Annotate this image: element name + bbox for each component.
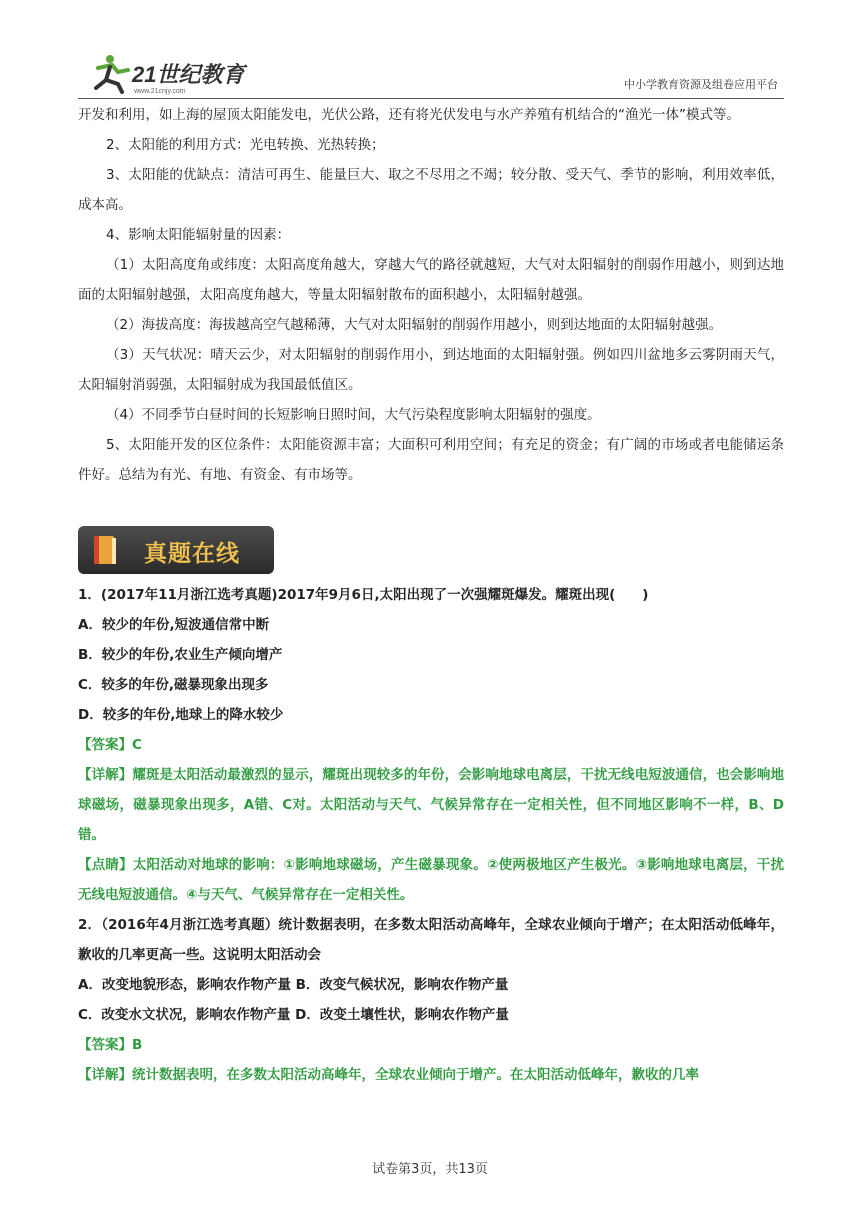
answer-tag: 【答案】 — [78, 737, 132, 753]
answer-tag: 【答案】 — [78, 1037, 132, 1053]
question-2-detail — [78, 1060, 784, 1090]
question-1-option-d: D．较多的年份,地球上的降水较少 — [78, 707, 284, 723]
detail-text: 耀斑是太阳活动最激烈的显示，耀斑出现较多的年份，会影响地球电离层，干扰无线电短波通信，也会影响地球磁场，磁暴现象出现多，A错、C对。太阳活动与天气、气候异常存在一定相关性，但不同地区影响不一样，B、D错。 — [78, 767, 785, 843]
question-2-stem: 2．（2016年4月浙江选考真题）统计数据表明，在多数太阳活动高峰年，全球农业倾向于增产；在太阳活动低峰年，歉收的几率更高一些。这说明太阳活动会 — [78, 917, 784, 963]
answer-value: C — [132, 737, 142, 753]
page-content — [78, 100, 784, 1090]
paragraph-4-2: （2）海拔高度：海拔越高空气越稀薄，大气对太阳辐射的削弱作用越小，则到达地面的太阳辐射越强。 — [106, 317, 723, 333]
logo-url: www.21cnjy.com — [134, 88, 186, 95]
paragraph-2: 2、太阳能的利用方式：光电转换、光热转换； — [106, 137, 385, 153]
paragraph-4: 4、影响太阳能辐射量的因素： — [106, 227, 291, 243]
question-1-option-c: C．较多的年份,磁暴现象出现多 — [78, 677, 269, 693]
question-2-options-row-2: C．改变水文状况，影响农作物产量 D．改变土壤性状，影响农作物产量 — [78, 1007, 509, 1023]
section-title: 真题在线 — [144, 541, 240, 567]
paragraph-4-4: （4）不同季节白昼时间的长短影响日照时间，大气污染程度影响太阳辐射的强度。 — [106, 407, 601, 423]
detail-tag: 【详解】 — [78, 767, 133, 783]
page-header — [78, 50, 784, 99]
platform-name: 中小学教育资源及组卷应用平台 — [624, 78, 778, 91]
detail-text: 统计数据表明，在多数太阳活动高峰年，全球农业倾向于增产。在太阳活动低峰年，歉收的几率 — [132, 1067, 699, 1083]
question-1-option-a: A．较少的年份,短波通信常中断 — [78, 617, 270, 633]
question-2-options-row-1: A．改变地貌形态，影响农作物产量 B．改变气候状况，影响农作物产量 — [78, 977, 509, 993]
section-banner — [78, 526, 274, 574]
question-1-detail — [78, 760, 784, 850]
question-2-answer — [78, 1030, 784, 1060]
question-1-option-b: B．较少的年份,农业生产倾向增产 — [78, 647, 283, 663]
paragraph-4-1: （1）太阳高度角或纬度：太阳高度角越大，穿越大气的路径就越短，大气对太阳辐射的削弱作用越小，则到达地面的太阳辐射越强，太阳高度角越大，等量太阳辐射散布的面积越小，太阳辐射越强。 — [78, 257, 784, 303]
point-tag: 【点睛】 — [78, 857, 133, 873]
book-icon — [92, 534, 118, 566]
paragraph-intro: 开发和利用，如上海的屋顶太阳能发电，光伏公路，还有将光伏发电与水产养殖有机结合的“渔光一体”模式等。 — [78, 107, 740, 123]
question-1-stem: 1．(2017年11月浙江选考真题)2017年9月6日,太阳出现了一次强耀斑爆发。耀斑出现( ) — [78, 587, 649, 603]
question-1-point — [78, 850, 784, 910]
paragraph-3: 3、太阳能的优缺点：清洁可再生、能量巨大、取之不尽用之不竭；较分散、受天气、季节的影响，利用效率低，成本高。 — [78, 167, 784, 213]
question-1-answer — [78, 730, 784, 760]
answer-value: B — [132, 1037, 143, 1053]
point-text: 太阳活动对地球的影响：①影响地球磁场，产生磁暴现象。②使两极地区产生极光。③影响地球电离层，干扰无线电短波通信。④与天气、气候异常存在一定相关性。 — [78, 857, 785, 903]
runner-icon — [96, 55, 128, 92]
logo — [88, 52, 268, 96]
paragraph-5: 5、太阳能开发的区位条件：太阳能资源丰富；大面积可利用空间；有充足的资金；有广阔的市场或者电能储运条件好。总结为有光、有地、有资金、有市场等。 — [78, 437, 784, 483]
paragraph-4-3: （3）天气状况：晴天云少，对太阳辐射的削弱作用小，到达地面的太阳辐射强。例如四川盆地多云雾阴雨天气，太阳辐射消弱强，太阳辐射成为我国最低值区。 — [78, 347, 784, 393]
logo-text: 21世纪教育 — [132, 62, 245, 87]
detail-tag: 【详解】 — [78, 1067, 132, 1083]
page-footer: 试卷第3页，共13页 — [372, 1162, 488, 1177]
